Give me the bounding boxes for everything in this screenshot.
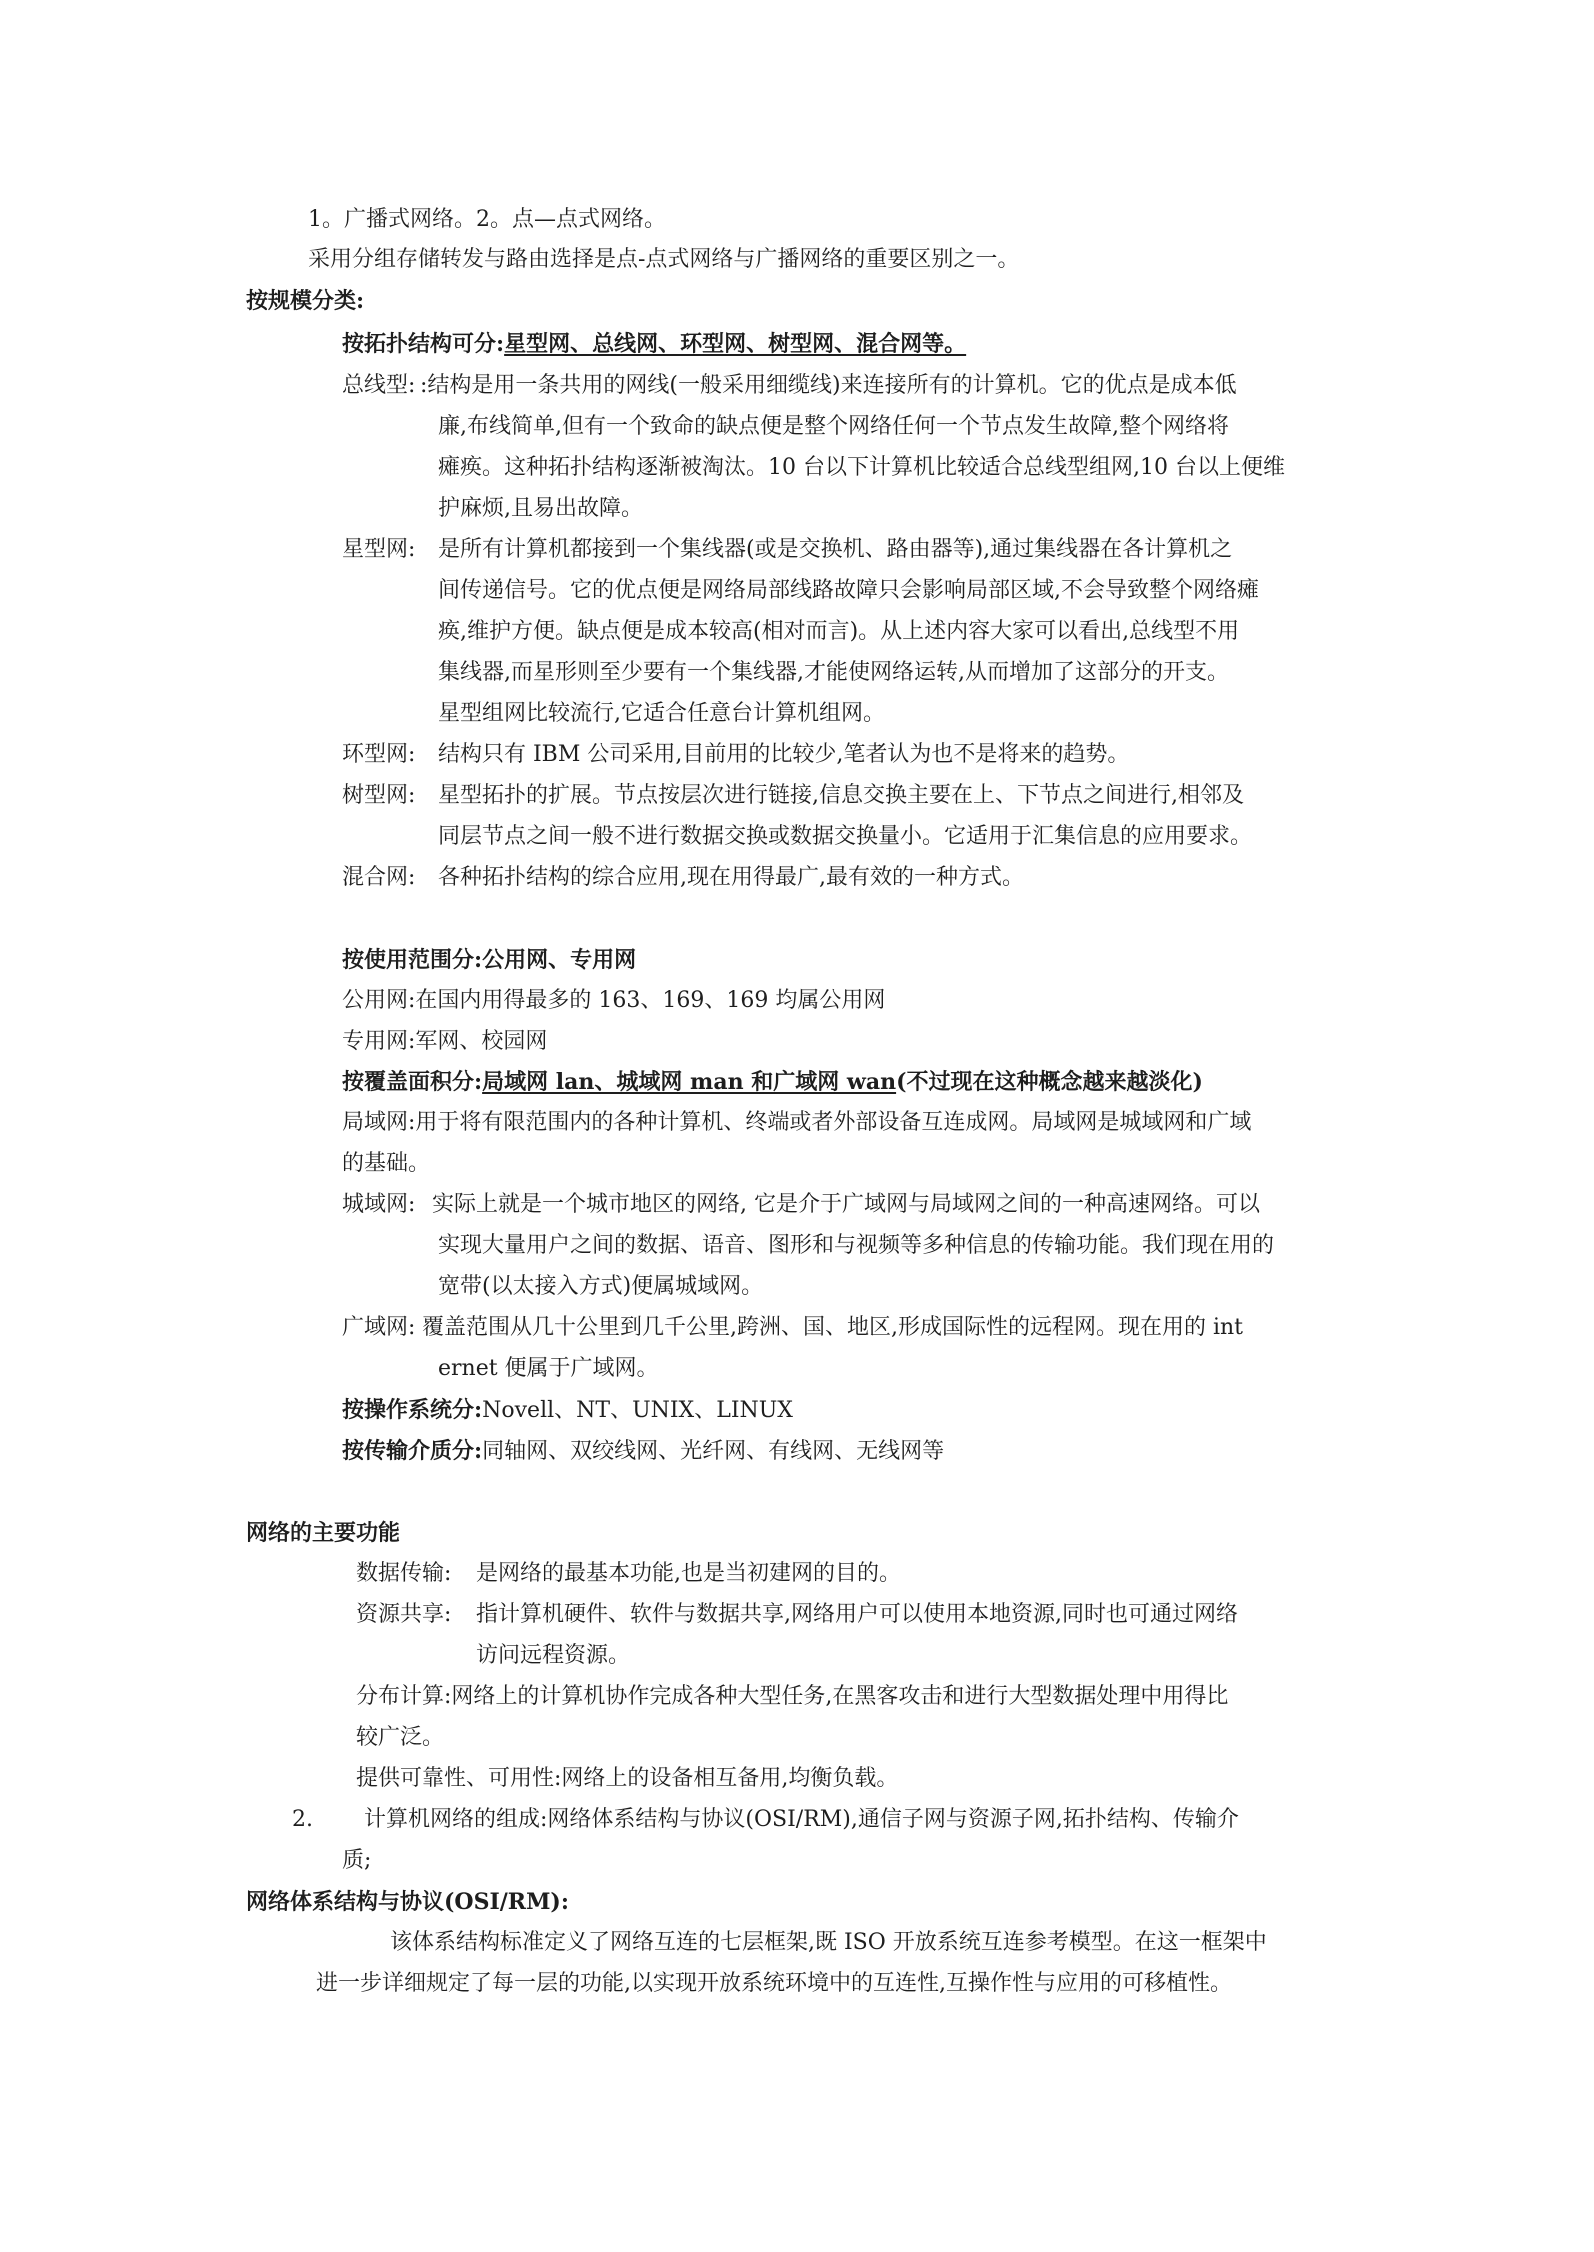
tree-line-1: 星型拓扑的扩展。节点按层次进行链接,信息交换主要在上、下节点之间进行,相邻及 [438,783,1244,808]
usage-types: 公用网、专用网 [482,947,637,973]
public-net-text: 在国内用得最多的 163、169、169 均属公用网 [415,988,886,1013]
wan-term: 广域网: [342,1315,416,1340]
coverage-heading [342,1068,1203,1096]
sharing-line-1: 指计算机硬件、软件与数据共享,网络用户可以使用本地资源,同时也可通过网络 [476,1602,1238,1627]
coverage-types: 局域网 lan、城域网 man 和广域网 wan [482,1069,897,1095]
lan-item [342,1109,1251,1137]
private-net-text: 军网、校园网 [415,1029,548,1054]
distributed-term: 分布计算: [356,1684,452,1709]
distributed-line-1: 网络上的计算机协作完成各种大型任务,在黑客攻击和进行大型数据处理中用得比 [451,1684,1229,1709]
distributed-line-2: 较广泛。 [356,1725,445,1750]
topology-heading [342,330,966,358]
lan-line-2: 的基础。 [342,1151,431,1176]
composition-line-1: 计算机网络的组成:网络体系结构与协议(OSI/RM),通信子网与资源子网,拓扑结构、传输介 [364,1807,1239,1832]
os-prefix: 按操作系统分: [342,1397,483,1423]
intro-line-1: 1。广播式网络。2。点—点式网络。 [308,207,666,232]
reliability-item: 提供可靠性、可用性:网络上的设备相互备用,均衡负载。 [356,1766,899,1791]
coverage-prefix: 按覆盖面积分: [342,1069,483,1095]
composition-line-2: 质; [342,1848,372,1873]
medium-item [342,1437,944,1466]
man-line-2: 实现大量用户之间的数据、语音、图形和与视频等多种信息的传输功能。我们现在用的 [438,1233,1275,1258]
lan-line-1: 用于将有限范围内的各种计算机、终端或者外部设备互连成网。局域网是城域网和广域 [415,1110,1252,1135]
hybrid-term: 混合网: [342,865,416,890]
wan-line-2: ernet 便属于广域网。 [438,1356,659,1381]
scale-heading: 按规模分类: [246,288,365,314]
topology-types: 星型网、总线网、环型网、树型网、混合网等。 [504,331,967,357]
ring-term: 环型网: [342,742,416,767]
star-term: 星型网: [342,537,416,562]
private-net-term: 专用网: [342,1029,416,1054]
lan-term: 局域网: [342,1110,416,1135]
bus-line-1: :结构是用一条共用的网线(一般采用细缆线)来连接所有的计算机。它的优点是成本低 [420,373,1237,398]
ring-line-1: 结构只有 IBM 公司采用,目前用的比较少,笔者认为也不是将来的趋势。 [438,742,1130,767]
medium-prefix: 按传输介质分: [342,1438,483,1464]
star-line-1: 是所有计算机都接到一个集线器(或是交换机、路由器等),通过集线器在各计算机之 [438,537,1233,562]
composition-number: 2. [292,1807,313,1832]
os-text: Novell、NT、UNIX、LINUX [482,1398,793,1423]
sharing-line-2: 访问远程资源。 [476,1643,631,1668]
man-term: 城域网: [342,1192,416,1217]
star-line-2: 间传递信号。它的优点便是网络局部线路故障只会影响局部区域,不会导致整个网络瘫 [438,578,1259,603]
sharing-term: 资源共享: [356,1602,452,1627]
star-line-5: 星型组网比较流行,它适合任意台计算机组网。 [438,701,885,726]
transfer-term: 数据传输: [356,1561,452,1586]
hybrid-line-1: 各种拓扑结构的综合应用,现在用得最广,最有效的一种方式。 [438,865,1024,890]
public-net-item [342,987,885,1015]
distributed-item [356,1683,1228,1711]
os-item [342,1396,793,1425]
tree-term: 树型网: [342,783,416,808]
medium-text: 同轴网、双绞线网、光纤网、有线网、无线网等 [482,1439,945,1464]
star-line-3: 痪,维护方便。缺点便是成本较高(相对而言)。从上述内容大家可以看出,总线型不用 [438,619,1240,644]
topology-prefix: 按拓扑结构可分: [342,331,505,357]
bus-term: 总线型: [342,373,416,398]
functions-heading: 网络的主要功能 [246,1520,401,1546]
bus-line-4: 护麻烦,且易出故障。 [438,496,643,521]
transfer-line-1: 是网络的最基本功能,也是当初建网的目的。 [476,1561,901,1586]
bus-line-2: 廉,布线简单,但有一个致命的缺点便是整个网络任何一个节点发生故障,整个网络将 [438,414,1229,439]
intro-line-2: 采用分组存储转发与路由选择是点-点式网络与广播网络的重要区别之一。 [308,247,1020,272]
osi-line-1: 该体系结构标准定义了网络互连的七层框架,既 ISO 开放系统互连参考模型。在这一框架中 [390,1930,1267,1955]
public-net-term: 公用网: [342,988,416,1013]
tree-line-2: 同层节点之间一般不进行数据交换或数据交换量小。它适用于汇集信息的应用要求。 [438,824,1253,849]
wan-line-1: 覆盖范围从几十公里到几千公里,跨洲、国、地区,形成国际性的远程网。现在用的 int [422,1315,1244,1340]
star-line-4: 集线器,而星形则至少要有一个集线器,才能使网络运转,从而增加了这部分的开支。 [438,660,1229,685]
usage-heading [342,946,636,974]
coverage-note: (不过现在这种概念越来越淡化) [896,1069,1203,1095]
bus-line-3: 瘫痪。这种拓扑结构逐渐被淘汰。10 台以下计算机比较适合总线型组网,10 台以上便维 [438,455,1285,480]
private-net-item [342,1028,547,1056]
usage-prefix: 按使用范围分: [342,947,483,973]
osi-heading: 网络体系结构与协议(OSI/RM): [246,1889,569,1915]
man-line-3: 宽带(以太接入方式)便属城域网。 [438,1274,764,1299]
man-line-1: 实际上就是一个城市地区的网络, 它是介于广域网与局域网之间的一种高速网络。可以 [432,1192,1260,1217]
osi-line-2: 进一步详细规定了每一层的功能,以实现开放系统环境中的互连性,互操作性与应用的可移植性。 [316,1971,1232,1996]
